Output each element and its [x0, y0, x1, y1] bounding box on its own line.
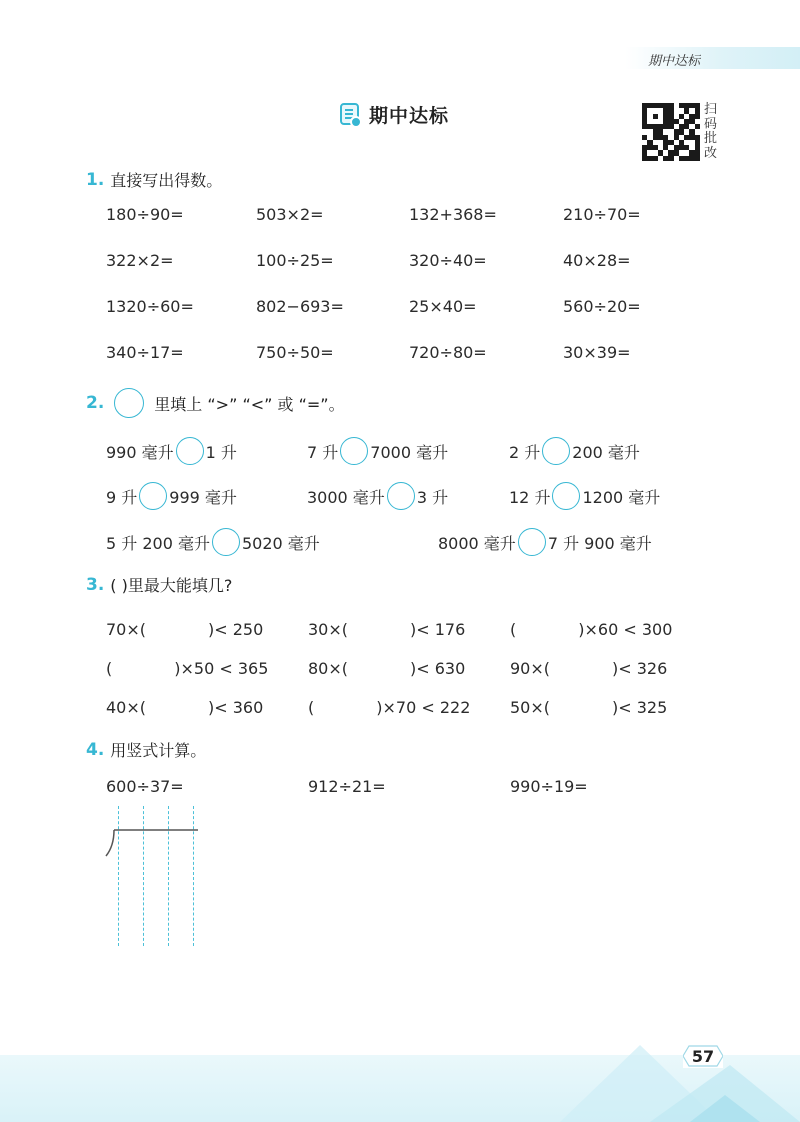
fill-suffix: )< 326: [612, 659, 668, 678]
fill-suffix: )×60 < 300: [578, 620, 673, 639]
q1-heading: [86, 168, 222, 191]
compare-left: 12 升: [509, 487, 551, 507]
page-title: [340, 100, 449, 128]
qr-caption: 扫码批改: [704, 102, 718, 161]
q1-problem: 1320÷60=: [106, 297, 194, 316]
fill-item: [106, 659, 268, 678]
fill-suffix: )< 250: [208, 620, 264, 639]
compare-circle-blank[interactable]: [552, 482, 580, 510]
compare-item: [106, 528, 320, 556]
fill-prefix: 40×(: [106, 698, 147, 717]
q1-problem: 40×28=: [563, 251, 631, 270]
compare-left: 5 升 200 毫升: [106, 533, 210, 553]
q1-problem: 180÷90=: [106, 205, 184, 224]
page-title-text: 期中达标: [369, 104, 450, 127]
compare-left: 990 毫升: [106, 442, 174, 462]
fill-suffix: )< 325: [612, 698, 668, 717]
q1-problem: 560÷20=: [563, 297, 641, 316]
fill-prefix: (: [106, 659, 113, 678]
fill-prefix: 90×(: [510, 659, 551, 678]
compare-item: [509, 482, 660, 510]
q1-problem: 25×40=: [409, 297, 477, 316]
fill-prefix: 80×(: [308, 659, 349, 678]
q4-title: 用竖式计算。: [110, 741, 207, 760]
compare-left: 3000 毫升: [307, 487, 385, 507]
fill-prefix: 70×(: [106, 620, 147, 639]
q1-problem: 720÷80=: [409, 343, 487, 362]
compare-circle-blank[interactable]: [387, 482, 415, 510]
fill-suffix: )< 630: [410, 659, 466, 678]
q4-problem-2: 912÷21=: [308, 777, 386, 796]
fill-item: [308, 620, 465, 639]
fill-prefix: 50×(: [510, 698, 551, 717]
fill-suffix: )< 360: [208, 698, 264, 717]
long-division-bracket: [100, 824, 204, 864]
compare-right: 999 毫升: [169, 487, 237, 507]
compare-circle-blank[interactable]: [176, 437, 204, 465]
fill-item: [308, 659, 465, 678]
fill-item: [510, 620, 672, 639]
fill-item: [510, 698, 667, 717]
q1-problem: 132+368=: [409, 205, 497, 224]
q2-number: 2.: [86, 393, 105, 413]
qr-code-icon[interactable]: [642, 103, 700, 161]
q3-number: 3.: [86, 574, 105, 595]
q2-title: 里填上 “>” “<” 或 “=”。: [154, 394, 345, 414]
q4-problem-3: 990÷19=: [510, 777, 588, 796]
q1-title: 直接写出得数。: [110, 171, 223, 190]
fill-prefix: (: [308, 698, 315, 717]
q1-number: 1.: [86, 169, 105, 190]
q1-problem: 503×2=: [256, 205, 324, 224]
compare-circle-blank[interactable]: [542, 437, 570, 465]
mountain-decoration: [560, 1025, 800, 1122]
page-number-text: 57: [691, 1046, 715, 1066]
compare-left: 9 升: [106, 487, 138, 507]
compare-item: [438, 528, 652, 556]
compare-item: [106, 437, 237, 465]
compare-item: [307, 437, 448, 465]
compare-item: [106, 482, 237, 510]
compare-right: 1 升: [205, 442, 237, 462]
q1-problem: 30×39=: [563, 343, 631, 362]
compare-circle-blank[interactable]: [518, 528, 546, 556]
compare-right: 5020 毫升: [241, 533, 320, 553]
q1-problem: 210÷70=: [563, 205, 641, 224]
q3-heading: [86, 573, 232, 596]
document-icon: [340, 103, 359, 125]
compare-right: 7000 毫升: [370, 442, 449, 462]
page-number: [683, 1044, 723, 1068]
fill-suffix: )×70 < 222: [376, 698, 471, 717]
q1-problem: 750÷50=: [256, 343, 334, 362]
compare-circle-blank[interactable]: [340, 437, 368, 465]
compare-circle-blank[interactable]: [212, 528, 240, 556]
compare-left: 8000 毫升: [438, 533, 516, 553]
q3-title: ( )里最大能填几?: [110, 576, 233, 595]
q2-heading: [86, 388, 345, 418]
q1-problem: 322×2=: [106, 251, 174, 270]
q4-number: 4.: [86, 739, 105, 760]
q1-problem: 802−693=: [256, 297, 344, 316]
compare-right: 200 毫升: [572, 442, 640, 462]
q1-problem: 100÷25=: [256, 251, 334, 270]
fill-item: [106, 698, 263, 717]
fill-suffix: )< 176: [410, 620, 466, 639]
compare-circle-example: [114, 388, 144, 418]
q1-problem: 320÷40=: [409, 251, 487, 270]
q4-problem-1: 600÷37=: [106, 777, 184, 796]
fill-item: [308, 698, 470, 717]
compare-item: [307, 482, 448, 510]
compare-right: 1200 毫升: [582, 487, 661, 507]
section-label: 期中达标: [648, 54, 701, 69]
q1-problem: 340÷17=: [106, 343, 184, 362]
fill-suffix: )×50 < 365: [174, 659, 269, 678]
compare-left: 2 升: [509, 442, 541, 462]
compare-left: 7 升: [307, 442, 339, 462]
fill-item: [510, 659, 667, 678]
fill-item: [106, 620, 263, 639]
compare-circle-blank[interactable]: [139, 482, 167, 510]
compare-right: 3 升: [416, 487, 449, 507]
fill-prefix: (: [510, 620, 517, 639]
compare-item: [509, 437, 640, 465]
q4-heading: [86, 738, 206, 761]
compare-right: 7 升 900 毫升: [547, 533, 652, 553]
fill-prefix: 30×(: [308, 620, 349, 639]
